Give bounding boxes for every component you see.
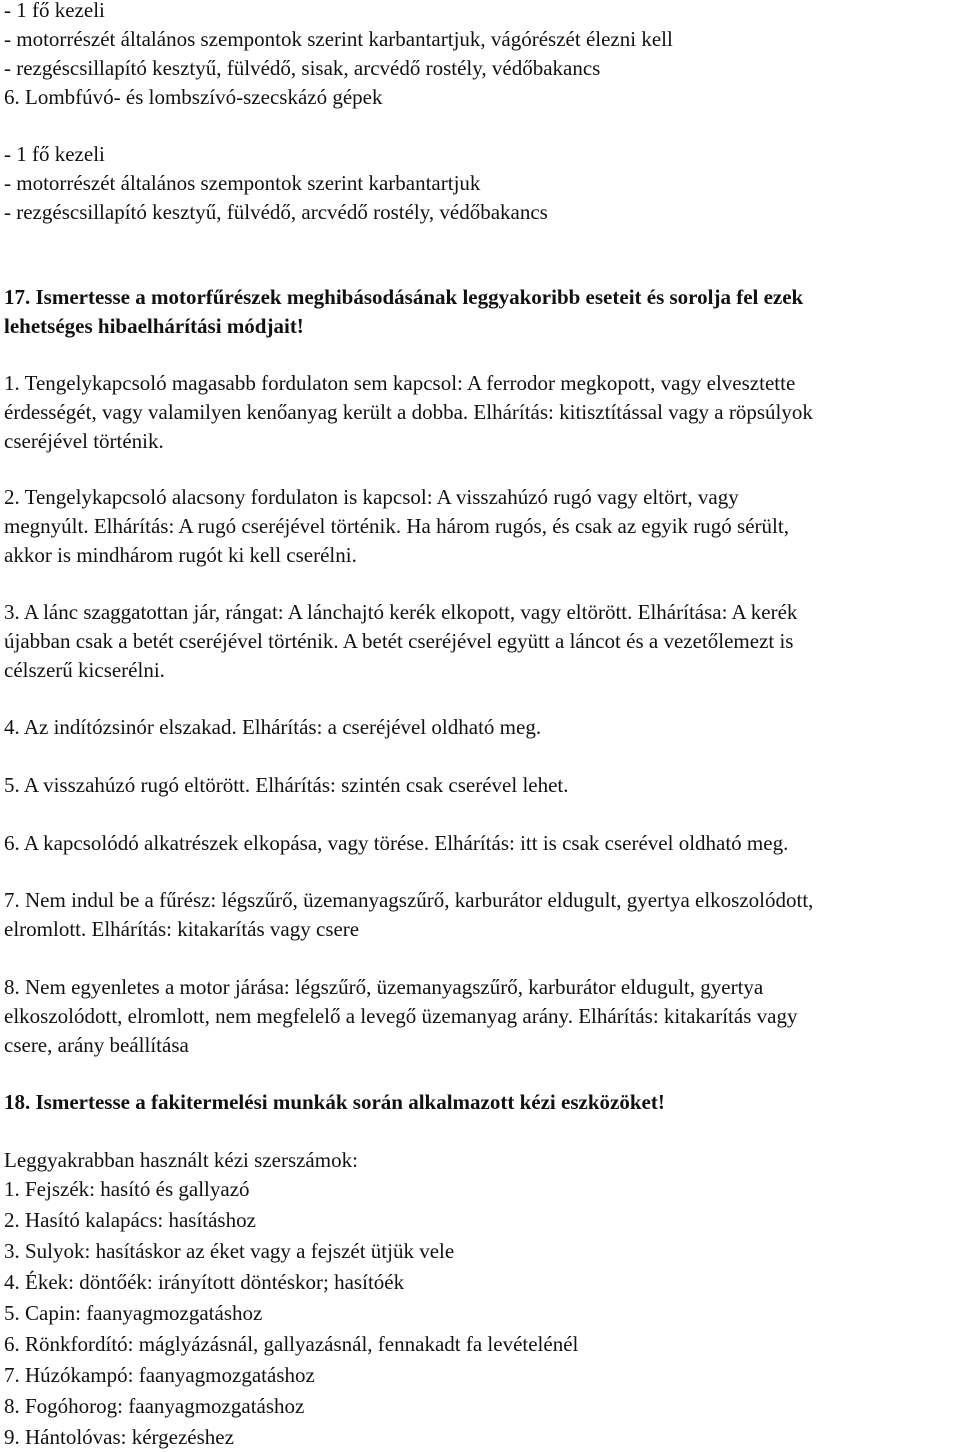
q18-tool-9: 9. Hántolóvas: kérgezéshez xyxy=(4,1425,234,1449)
q17-item-8-line-3: csere, arány beállítása xyxy=(4,1033,189,1057)
q18-heading: 18. Ismertesse a fakitermelési munkák során alkalmazott kézi eszközöket! xyxy=(4,1090,665,1114)
q17-item-2-line-1: 2. Tengelykapcsoló alacsony fordulaton is kapcsol: A visszahúzó rugó vagy eltört, vagy xyxy=(4,485,739,509)
q18-tool-2: 2. Hasító kalapács: hasításhoz xyxy=(4,1208,256,1232)
q17-item-8-line-1: 8. Nem egyenletes a motor járása: légszűrő, üzemanyagszűrő, karburátor eldugult, gyertya xyxy=(4,975,764,999)
section-6-line-2: - motorrészét általános szempontok szerint karbantartjuk xyxy=(4,171,481,195)
q18-tool-4: 4. Ékek: döntőék: irányított döntéskor; hasítóék xyxy=(4,1270,405,1294)
q17-item-3-line-3: célszerű kicserélni. xyxy=(4,658,165,682)
q18-tool-8: 8. Fogóhorog: faanyagmozgatáshoz xyxy=(4,1394,305,1418)
q17-item-6: 6. A kapcsolódó alkatrészek elkopása, vagy törése. Elhárítás: itt is csak cserével oldható meg. xyxy=(4,831,789,855)
q17-item-5: 5. A visszahúzó rugó eltörött. Elhárítás: szintén csak cserével lehet. xyxy=(4,773,569,797)
q18-tool-7: 7. Húzókampó: faanyagmozgatáshoz xyxy=(4,1363,315,1387)
q17-item-7-line-2: elromlott. Elhárítás: kitakarítás vagy csere xyxy=(4,917,360,941)
q17-item-1-line-2: érdességét, vagy valamilyen kenőanyag került a dobba. Elhárítás: kitisztítással vagy a röpsúlyok xyxy=(4,400,813,424)
section-6-title: 6. Lombfúvó- és lombszívó-szecskázó gépek xyxy=(4,85,383,109)
intro-line-3: - rezgéscsillapító kesztyű, fülvédő, sisak, arcvédő rostély, védőbakancs xyxy=(4,56,601,80)
q18-intro: Leggyakrabban használt kézi szerszámok: xyxy=(4,1148,358,1172)
q18-tool-3: 3. Sulyok: hasításkor az éket vagy a fejszét ütjük vele xyxy=(4,1239,455,1263)
section-6-line-3: - rezgéscsillapító kesztyű, fülvédő, arcvédő rostély, védőbakancs xyxy=(4,200,548,224)
q18-tool-5: 5. Capin: faanyagmozgatáshoz xyxy=(4,1301,263,1325)
q17-item-1-line-1: 1. Tengelykapcsoló magasabb fordulaton sem kapcsol: A ferrodor megkopott, vagy elvesztette xyxy=(4,371,796,395)
q17-heading-line-2: lehetséges hibaelhárítási módjait! xyxy=(4,314,304,338)
q17-item-7-line-1: 7. Nem indul be a fűrész: légszűrő, üzemanyagszűrő, karburátor eldugult, gyertya elkoszolódott, xyxy=(4,888,814,912)
q17-item-3-line-1: 3. A lánc szaggatottan jár, rángat: A lánchajtó kerék elkopott, vagy eltörött. Elhárítása: A kerék xyxy=(4,600,798,624)
q17-item-4: 4. Az indítózsinór elszakad. Elhárítás: a cseréjével oldható meg. xyxy=(4,715,542,739)
intro-line-2: - motorrészét általános szempontok szerint karbantartjuk, vágórészét élezni kell xyxy=(4,27,673,51)
q17-item-2-line-2: megnyúlt. Elhárítás: A rugó cseréjével történik. Ha három rugós, és csak az egyik rugó sérült, xyxy=(4,514,789,538)
q17-heading-line-1: 17. Ismertesse a motorfűrészek meghibásodásának leggyakoribb eseteit és sorolja fel ezek xyxy=(4,285,804,309)
q18-tool-1: 1. Fejszék: hasító és gallyazó xyxy=(4,1177,250,1201)
q17-item-1-line-3: cseréjével történik. xyxy=(4,429,164,453)
section-6-line-1: - 1 fő kezeli xyxy=(4,142,105,166)
q18-tool-6: 6. Rönkfordító: máglyázásnál, gallyazásnál, fennakadt fa levételénél xyxy=(4,1332,579,1356)
q17-item-3-line-2: újabban csak a betét cseréjével történik. A betét cseréjével együtt a láncot és a vezetőlemezt is xyxy=(4,629,794,653)
q17-item-8-line-2: elkoszolódott, elromlott, nem megfelelő a levegő üzemanyag arány. Elhárítás: kitakarítás vagy xyxy=(4,1004,798,1028)
q17-item-2-line-3: akkor is mindhárom rugót ki kell cserélni. xyxy=(4,543,357,567)
intro-line-1: - 1 fő kezeli xyxy=(4,0,105,22)
